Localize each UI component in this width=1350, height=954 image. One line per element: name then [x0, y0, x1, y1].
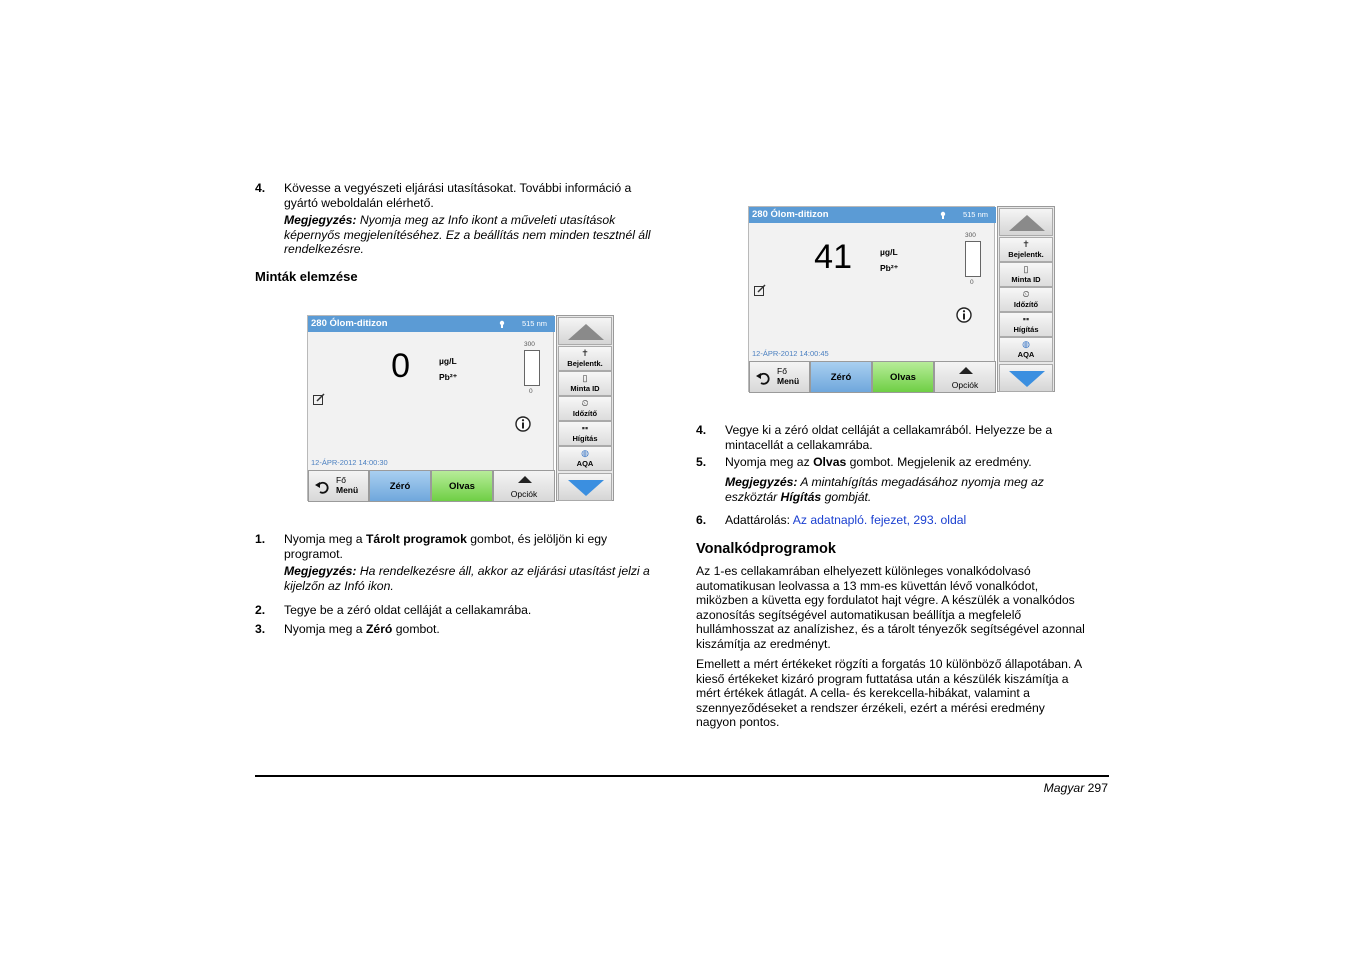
step-text-line: mintacellát a cellakamrába. — [725, 437, 873, 452]
note-text: kijelzőn az Infó ikon. — [284, 578, 394, 593]
paragraph-line: mért értékek átlagát. A cella- és kerekcella-hibákat, valamint a — [696, 686, 1030, 701]
paragraph-line: kieső értékeket kizáró program futtatása után a készülék kiszámítja a — [696, 671, 1069, 686]
scale-min: 0 — [529, 388, 533, 395]
step-text-line: gyártó weboldalán elérhető. — [284, 195, 434, 210]
step-text-part: gombot. Megjelenik az eredmény. — [846, 455, 1032, 469]
back-arrow-icon — [314, 479, 330, 495]
note-label: Megjegyzés: — [284, 213, 357, 227]
display-area — [748, 206, 995, 392]
zero-button[interactable]: Zéró — [810, 361, 872, 393]
paragraph-line: Emellett a mért értékeket rögzíti a forgatás 10 különböző állapotában. A — [696, 657, 1083, 671]
main-menu-label — [777, 366, 799, 386]
bottom-toolbar — [308, 470, 555, 502]
paragraph-line: miközben a küvetta egy fordulatot hajt végre. A készülék a vonalkódos — [696, 593, 1075, 608]
aqa-button[interactable] — [558, 446, 612, 471]
side-label: Időzítő — [1013, 300, 1039, 309]
edit-icon[interactable] — [754, 284, 766, 296]
step-text-line: programot. — [284, 546, 343, 561]
note-label: Megjegyzés: — [725, 475, 798, 489]
program-title-bar — [308, 316, 555, 332]
side-label: AQA — [576, 459, 594, 468]
note-text: rendelkezésre. — [284, 242, 364, 257]
program-title: 280 Ólom-ditizon — [311, 318, 388, 329]
step-text — [725, 513, 966, 528]
options-button[interactable] — [493, 470, 555, 502]
step-number: 5. — [696, 455, 707, 469]
program-title-bar — [749, 207, 996, 223]
vial-icon: ▯ — [582, 373, 588, 383]
options-label: Opciók — [510, 489, 538, 499]
user-icon: ✝ — [581, 348, 589, 358]
side-label: Minta ID — [570, 384, 600, 393]
step-text-bold: Zéró — [365, 622, 393, 636]
step-text-bold: Olvas — [813, 455, 847, 469]
result-analyte: Pb²⁺ — [880, 263, 899, 273]
footer-language: Magyar — [1043, 781, 1085, 795]
display-area — [307, 315, 554, 501]
section-heading: Vonalkódprogramok — [696, 541, 836, 557]
options-label: Opciók — [951, 380, 979, 390]
read-button[interactable]: Olvas — [872, 361, 934, 393]
main-menu-label-line: Fő — [336, 475, 346, 485]
step-number: 6. — [696, 513, 707, 527]
step-text-part: Adattárolás: — [725, 513, 793, 527]
sample-id-button[interactable] — [558, 371, 612, 396]
step-text — [284, 622, 440, 637]
instrument-screen — [307, 315, 615, 501]
side-toolbar — [556, 315, 614, 501]
step-text-line: Kövesse a vegyészeti eljárási utasításokat. További információ a — [284, 181, 632, 195]
step-text-bold: Tárolt programok — [365, 532, 467, 546]
user-icon: ✝ — [1022, 239, 1030, 249]
bar-gauge — [524, 350, 540, 386]
step-text — [725, 455, 1032, 470]
paragraph — [696, 657, 1082, 730]
side-label: Bejelentk. — [1008, 250, 1044, 259]
step-number: 4. — [696, 423, 707, 437]
step-text — [284, 532, 607, 561]
scale-min: 0 — [970, 279, 974, 286]
side-label: Hígítás — [1013, 325, 1039, 334]
wavelength: 515 nm — [962, 210, 988, 219]
edit-icon[interactable] — [313, 393, 325, 405]
scale-max: 300 — [965, 232, 976, 239]
note-label: Megjegyzés: — [284, 564, 357, 578]
side-label: Időzítő — [572, 409, 598, 418]
main-menu-label — [336, 475, 358, 495]
back-arrow-icon — [755, 370, 771, 386]
scroll-up-button[interactable] — [999, 208, 1053, 236]
datetime: 12-ÁPR-2012 14:00:45 — [752, 349, 829, 358]
paragraph-line: hullámhosszat az analízishez, és a tárolt tényezők segítségével azonnal — [696, 622, 1085, 637]
step-text — [725, 423, 1052, 452]
bar-gauge — [965, 241, 981, 277]
scroll-down-button[interactable] — [999, 364, 1053, 392]
login-button[interactable] — [558, 346, 612, 371]
section-heading: Minták elemzése — [255, 269, 358, 284]
result-analyte: Pb²⁺ — [439, 372, 458, 382]
cross-reference-link[interactable]: Az adatnapló. fejezet, 293. oldal — [792, 513, 967, 527]
paragraph-line: Az 1-es cellakamrában elhelyezett különleges vonalkódolvasó — [696, 564, 1031, 578]
step-text-part: Nyomja meg a — [284, 532, 366, 546]
timer-icon: ⏲ — [1022, 289, 1030, 299]
note — [725, 475, 1044, 504]
paragraph — [696, 564, 1085, 652]
arrow-up-icon — [568, 324, 604, 340]
globe-icon: ◍ — [581, 448, 589, 458]
side-label: Hígítás — [572, 434, 598, 443]
info-icon[interactable] — [515, 416, 531, 432]
options-button[interactable] — [934, 361, 996, 393]
step-number: 4. — [255, 181, 266, 195]
result-value: 41 — [814, 238, 852, 276]
datetime: 12-ÁPR-2012 14:00:30 — [311, 458, 388, 467]
dilution-icon: ▪▪ — [1022, 314, 1030, 324]
dilution-icon: ▪▪ — [581, 423, 589, 433]
program-title: 280 Ólom-ditizon — [752, 209, 829, 220]
note-text-bold: Hígítás — [780, 489, 822, 504]
scale-max: 300 — [524, 341, 535, 348]
lamp-icon — [940, 211, 946, 219]
step-text-line: Vegye ki a zéró oldat celláját a cellakamrából. Helyezze be a — [725, 423, 1053, 437]
step-text-part: Nyomja meg a — [284, 622, 366, 636]
main-menu-label-line: Menü — [336, 485, 359, 495]
login-button[interactable] — [999, 237, 1053, 262]
wavelength: 515 nm — [521, 319, 547, 328]
arrow-up-icon — [1009, 215, 1045, 231]
globe-icon: ◍ — [1022, 339, 1030, 349]
info-icon[interactable] — [956, 307, 972, 323]
main-menu-label-line: Menü — [777, 376, 800, 386]
side-toolbar — [997, 206, 1055, 392]
step-text — [284, 181, 631, 210]
result-unit: µg/L — [880, 247, 898, 257]
main-menu-button[interactable] — [749, 361, 810, 393]
paragraph-line: szennyeződéseket a rendszer érzékeli, ezért a mérési eredmény — [696, 700, 1045, 715]
timer-button[interactable] — [999, 287, 1053, 312]
paragraph-line: azonosítás segítségével automatikusan beállítja a megfelelő — [696, 607, 1022, 622]
result-value: 0 — [391, 347, 410, 385]
note-text: gombját. — [821, 489, 872, 504]
note-text: eszköztár — [725, 489, 781, 504]
arrow-down-icon — [568, 480, 604, 496]
arrow-down-icon — [1009, 371, 1045, 387]
step-text-part: gombot, és jelöljön ki egy — [466, 532, 608, 546]
bottom-toolbar — [749, 361, 996, 393]
side-label: Bejelentk. — [567, 359, 603, 368]
note-text: A mintahígítás megadásához nyomja meg az — [797, 475, 1044, 489]
note-text: Ha rendelkezésre áll, akkor az eljárási utasítást jelzi a — [356, 564, 650, 578]
note-text: képernyős megjelenítéséhez. Ez a beállítás nem minden tesztnél áll — [284, 227, 651, 242]
paragraph-line: nagyon pontos. — [696, 715, 780, 730]
dilution-button[interactable] — [558, 421, 612, 446]
step-number: 3. — [255, 622, 266, 636]
step-number: 2. — [255, 603, 266, 617]
scroll-up-button[interactable] — [558, 317, 612, 345]
lamp-icon — [499, 320, 505, 328]
result-unit: µg/L — [439, 356, 457, 366]
main-menu-label-line: Fő — [777, 366, 787, 376]
side-label: Minta ID — [1011, 275, 1041, 284]
side-label: AQA — [1017, 350, 1035, 359]
page-number: 297 — [1087, 781, 1108, 795]
zero-button[interactable]: Zéró — [369, 470, 431, 502]
vial-icon: ▯ — [1023, 264, 1029, 274]
paragraph-line: automatikusan leolvassa a 13 mm-es küvettán lévő vonalkódot, — [696, 578, 1039, 593]
main-menu-button[interactable] — [308, 470, 369, 502]
footer-rule — [255, 775, 1109, 777]
note — [284, 213, 651, 257]
step-text-part: gombot. — [392, 622, 440, 636]
aqa-button[interactable] — [999, 337, 1053, 362]
page-footer — [1044, 781, 1108, 795]
timer-icon: ⏲ — [581, 398, 589, 408]
instrument-screen — [748, 206, 1056, 392]
note-text: Nyomja meg az Info ikont a műveleti utasítások — [356, 213, 616, 227]
step-text-part: Nyomja meg az — [725, 455, 814, 469]
read-button[interactable]: Olvas — [431, 470, 493, 502]
sample-id-button[interactable] — [999, 262, 1053, 287]
note — [284, 564, 650, 593]
step-number: 1. — [255, 532, 266, 546]
dilution-button[interactable] — [999, 312, 1053, 337]
step-text: Tegye be a zéró oldat celláját a cellakamrába. — [284, 603, 532, 617]
paragraph-line: kiszámítja az eredményt. — [696, 636, 831, 651]
timer-button[interactable] — [558, 396, 612, 421]
scroll-down-button[interactable] — [558, 473, 612, 501]
